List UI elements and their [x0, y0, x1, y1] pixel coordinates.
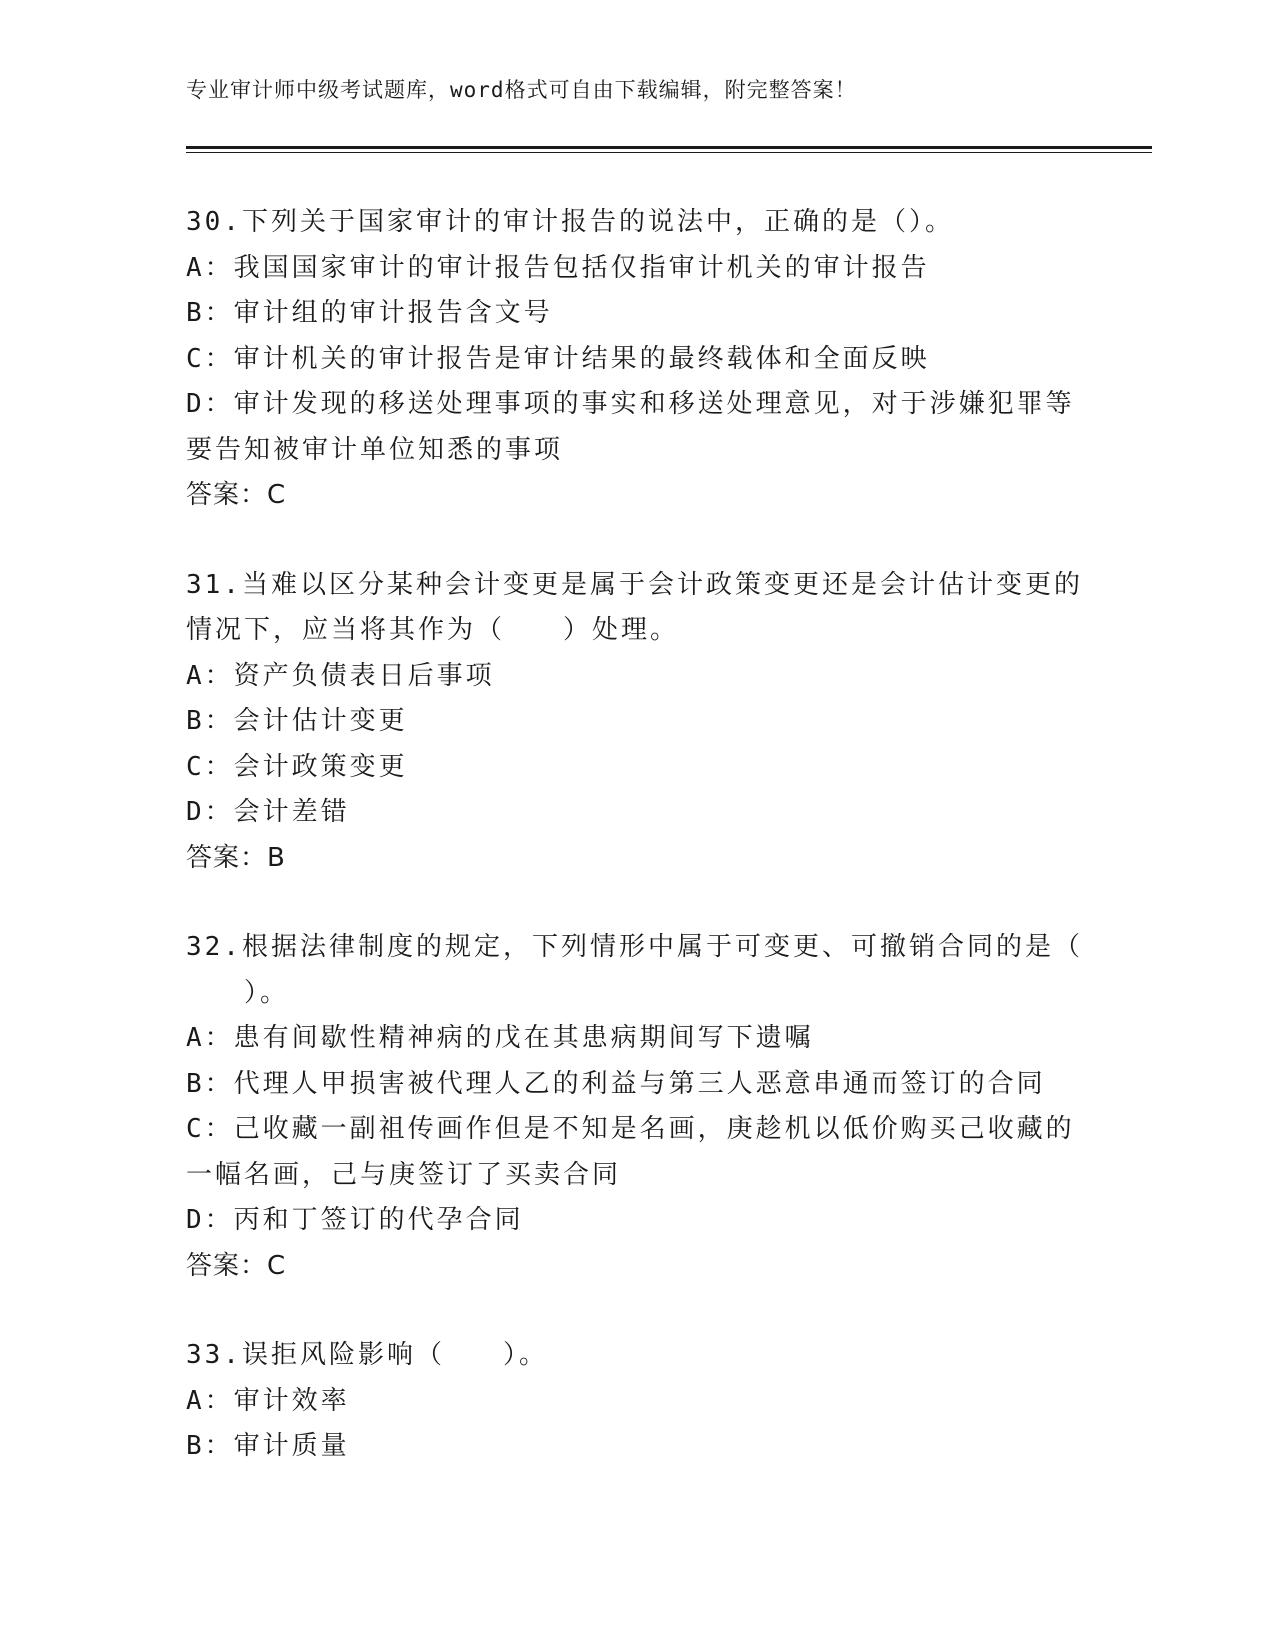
option-a: A：患有间歇性精神病的戊在其患病期间写下遗嘱: [186, 1023, 814, 1053]
answer: 答案：C: [186, 480, 287, 510]
option-d: D：会计差错: [186, 797, 350, 827]
question-list: [186, 200, 1086, 1514]
option-c: C：会计政策变更: [186, 751, 408, 782]
option-c: C：审计机关的审计报告是审计结果的最终载体和全面反映: [186, 343, 930, 374]
question-30: [186, 200, 1086, 519]
question-stem: 30.下列关于国家审计的审计报告的说法中，正确的是（）。: [186, 207, 954, 237]
header-divider-thin: [186, 152, 1152, 153]
question-31: [186, 563, 1086, 882]
option-b: B：代理人甲损害被代理人乙的利益与第三人恶意串通而签订的合同: [186, 1068, 1046, 1099]
question-stem: 32.根据法律制度的规定，下列情形中属于可变更、可撤销合同的是（: [186, 932, 1083, 962]
answer: 答案：C: [186, 1250, 287, 1281]
answer: 答案：B: [186, 842, 286, 873]
option-b: B：会计估计变更: [186, 706, 408, 736]
option-a: A：审计效率: [186, 1385, 350, 1416]
option-d: D：审计发现的移送处理事项的事实和移送处理意见，对于涉嫌犯罪等: [186, 389, 1075, 419]
option-b: B：审计组的审计报告含文号: [186, 298, 553, 328]
option-a: A：资产负债表日后事项: [186, 660, 495, 691]
option-b: B：审计质量: [186, 1431, 350, 1461]
question-stem: 31.当难以区分某种会计变更是属于会计政策变更还是会计估计变更的: [186, 569, 1083, 600]
option-c: C：己收藏一副祖传画作但是不知是名画，庚趁机以低价购买己收藏的: [186, 1114, 1075, 1144]
question-32: [186, 925, 1086, 1289]
option-a: A：我国国家审计的审计报告包括仅指审计机关的审计报告: [186, 252, 930, 283]
option-d: D：丙和丁签订的代孕合同: [186, 1205, 524, 1235]
option-d-continued: 要告知被审计单位知悉的事项: [186, 434, 564, 465]
question-stem-continued: 情况下，应当将其作为（ ）处理。: [186, 615, 680, 645]
page-header: 专业审计师中级考试题库，word格式可自由下载编辑，附完整答案！: [186, 78, 857, 102]
question-stem: 33.误拒风险影响（ ）。: [186, 1340, 548, 1370]
header-divider-thick: [186, 146, 1152, 149]
option-c-continued: 一幅名画，己与庚签订了买卖合同: [186, 1159, 622, 1190]
question-stem-continued: ）。: [186, 977, 290, 1008]
question-33: [186, 1333, 1086, 1470]
